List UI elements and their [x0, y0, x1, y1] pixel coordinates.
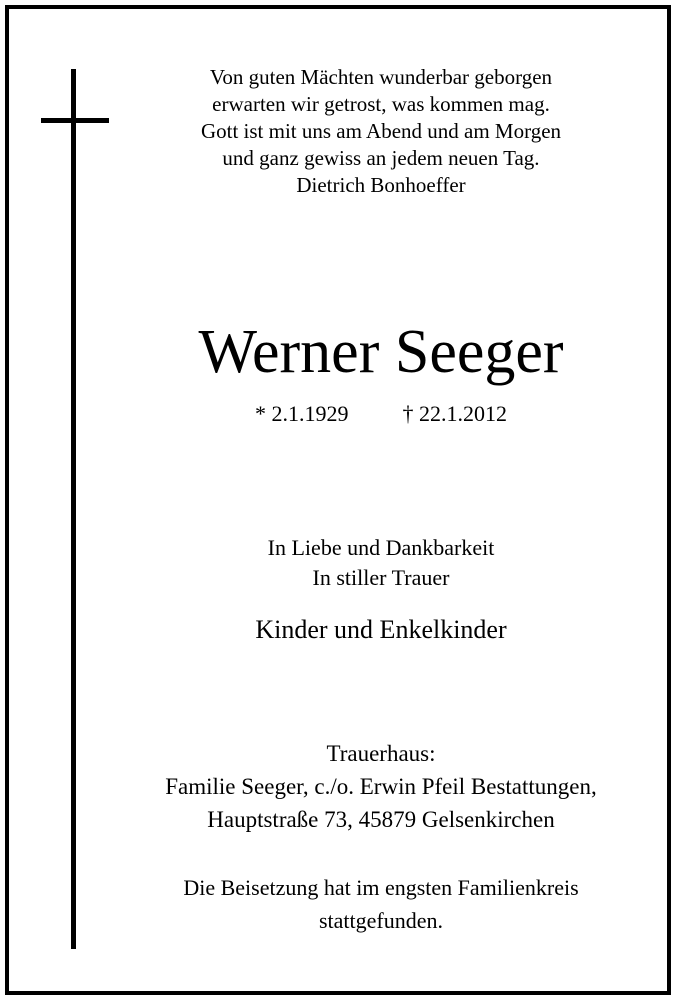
cross-icon-vertical-bar [71, 69, 76, 949]
mourning-line: In Liebe und Dankbarkeit [267, 535, 495, 560]
mourners: Kinder und Enkelkinder [255, 615, 507, 644]
poem-line: Von guten Mächten wunderbar geborgen [209, 65, 553, 89]
poem-line: Gott ist mit uns am Abend und am Morgen [200, 119, 562, 143]
funeral-notice [86, 871, 676, 937]
address-line: Familie Seeger, c./o. Erwin Pfeil Bestattungen, [165, 774, 597, 799]
address-heading: Trauerhaus: [326, 741, 436, 766]
funeral-line: stattgefunden. [318, 908, 444, 933]
funeral-line: Die Beisetzung hat im engsten Familienkreis [183, 875, 579, 900]
life-dates [86, 400, 676, 428]
birth-date: * 2.1.1929 [255, 401, 349, 426]
mourning-line: In stiller Trauer [312, 565, 450, 590]
poem-line: erwarten wir getrost, was kommen mag. [212, 92, 550, 116]
death-date: † 22.1.2012 [402, 401, 507, 426]
mourning-house-address [86, 737, 676, 836]
mourning-text [86, 533, 676, 593]
address-line: Hauptstraße 73, 45879 Gelsenkirchen [207, 807, 555, 832]
poem-line: und ganz gewiss an jedem neuen Tag. [222, 146, 540, 170]
deceased-name: Werner Seeger [198, 318, 564, 386]
poem-quote [86, 64, 676, 199]
poem-author: Dietrich Bonhoeffer [296, 173, 466, 197]
